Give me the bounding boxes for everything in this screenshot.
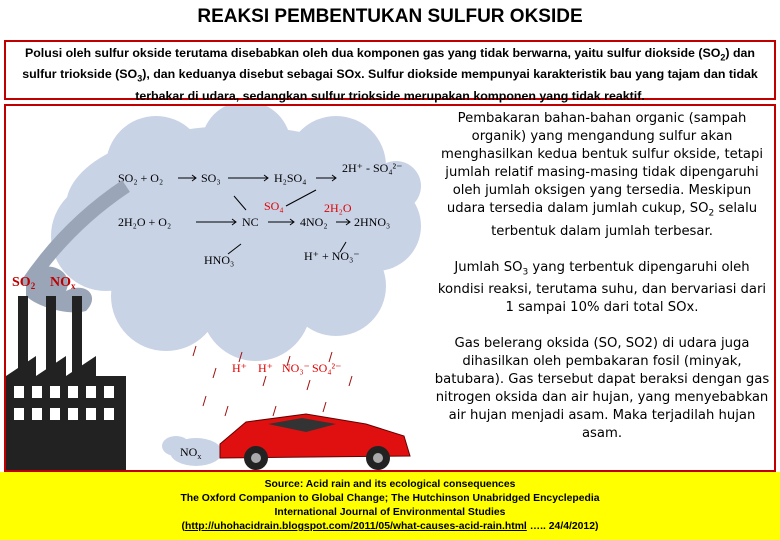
smoke-label-nox: $NO_x$ — [50, 275, 76, 291]
source-link[interactable]: http://uhohacidrain.blogspot.com/2011/05/what-causes-acid-rain.html — [185, 521, 527, 532]
acid-rain-illustration — [6, 106, 426, 470]
source-footer — [0, 472, 780, 540]
source-line-4: (http://uhohacidrain.blogspot.com/2011/05/what-causes-acid-rain.html ….. 24/4/2012) — [181, 521, 599, 532]
source-line-2: The Oxford Companion to Global Change; The Hutchinson Unabridged Encyclepedia — [180, 493, 600, 504]
source-line-1: Source: Acid rain and its ecological consequences — [264, 479, 516, 490]
smoke-label-so2: $SO_2$ — [12, 275, 36, 291]
intro-box — [4, 40, 776, 103]
page-title: REAKSI PEMBENTUKAN SULFUR OKSIDE — [197, 6, 583, 27]
reaction-nc: NC — [242, 215, 259, 229]
reaction-2h2o-red: 2H₂O — [324, 201, 352, 215]
intro-sub-2: 3 — [137, 73, 143, 84]
reaction-4no2: 4NO₂ — [300, 215, 328, 229]
reaction-so3: SO₃ — [201, 171, 221, 185]
reaction-h-no3: H⁺ + NO₃⁻ — [304, 249, 360, 263]
rain-ion-no3: NO₃⁻ — [282, 361, 310, 375]
reaction-2hno3: 2HNO₃ — [354, 215, 391, 229]
explanation-para-3: Gas belerang oksida (SO, SO2) di udara juga dihasilkan oleh pembakaran fosil (minyak, batubara). Gas tersebut dapat beraksi dengan gas nitrogen oksida dan air hujan, yang menyebabkan air hujan menjadi asam. Maka terjadilah hujan asam. — [434, 336, 770, 442]
reaction-2h2o-o2: 2H₂O + O₂ — [118, 215, 172, 229]
intro-text-1: Polusi oleh sulfur okside terutama disebabkan oleh dua komponen gas yang tidak berwarna, yaitu sulfur diokside (SO — [24, 46, 721, 60]
main-panel — [4, 104, 776, 472]
reaction-h2so4: H₂SO₄ — [274, 171, 307, 185]
cloud-shape — [51, 106, 421, 361]
intro-sub-1: 2 — [720, 52, 726, 63]
explanation-para-2: Jumlah $SO_3$ yang terbentuk dipengaruhi oleh kondisi reaksi, terutama suhu, dan bervariasi dari 1 sampai 10% dari total SOx. — [437, 259, 767, 316]
reaction-2h-so4: 2H⁺ - SO₄²⁻ — [342, 161, 403, 175]
reaction-so2-o2: SO₂ + O₂ — [118, 171, 164, 185]
factory-icon — [6, 296, 126, 470]
rain-ion-so4: SO₄²⁻ — [312, 361, 342, 375]
explanation-para-1: Pembakaran bahan-bahan organic (sampah organik) yang mengandung sulfur akan menghasilkan kedua bentuk sulfur okside, tetapi jumlah relatif masing-masing tidak dipengaruhi oleh jumlah oksigen yang tersedia. Meskipun udara tersedia dalam jumlah cukup, $SO_2$ selalu terbentuk dalam jumlah terbesar. — [440, 111, 764, 239]
explanation-column — [434, 110, 770, 470]
intro-text-3: ), dan keduanya disebut sebagai SOx. Sulfur diokside mempunyai karakteristik bau yang tajam dan tidak terbakar di udara, sedangkan sulfur triokside merupakan komponen yang tidak reaktif. — [135, 67, 758, 103]
intro-text-2: ) dan sulfur triokside (SO — [22, 46, 756, 82]
exhaust-label-nox: $NO_x$ — [180, 445, 202, 461]
red-car-icon — [220, 414, 410, 470]
rain-ion-h1: H⁺ — [232, 361, 247, 375]
rain-ion-h2: H⁺ — [258, 361, 273, 375]
reaction-so4-red: SO₄ — [264, 199, 284, 213]
reaction-hno3: HNO₃ — [204, 253, 235, 267]
source-line-3: International Journal of Environmental Studies — [274, 507, 506, 518]
